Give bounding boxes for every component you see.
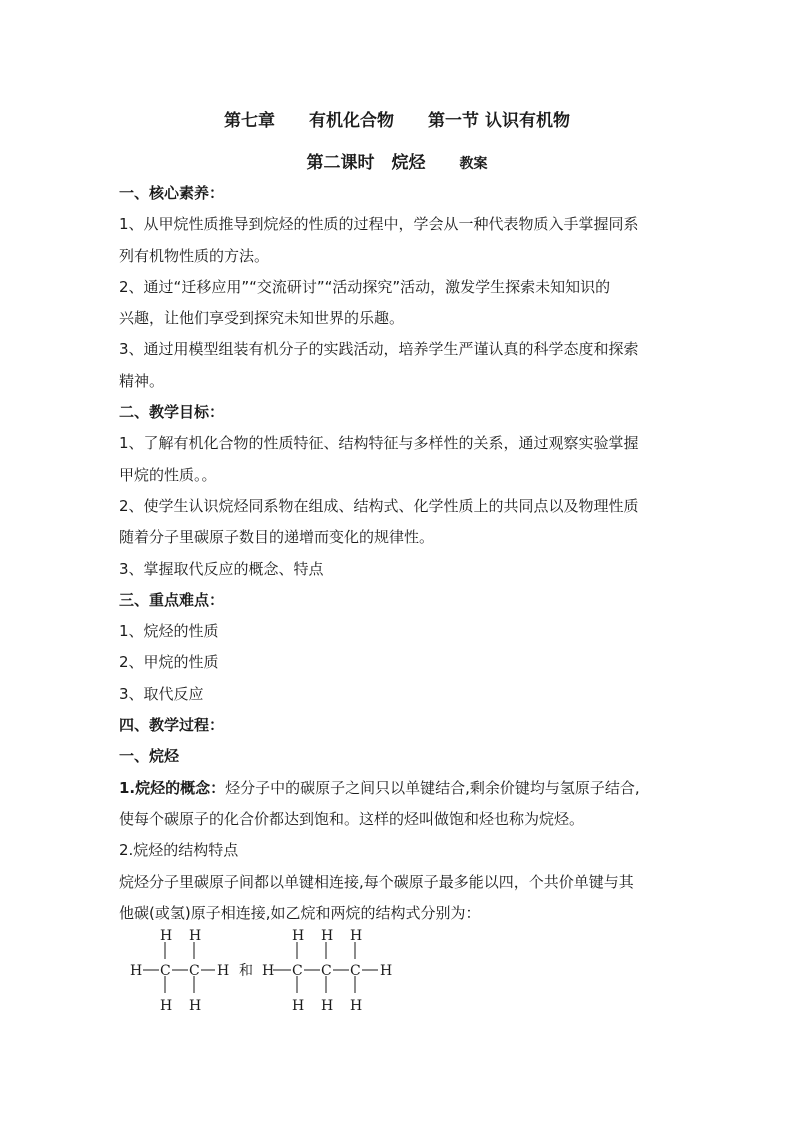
atom-h: H <box>350 928 363 944</box>
atom-c: C <box>292 963 303 979</box>
section-heading-process: 四、教学过程： <box>119 716 225 735</box>
concept-label: 1.烷烃的概念： <box>119 778 226 797</box>
list-item: 3、取代反应 <box>119 684 204 703</box>
lesson-title-suffix: 教案 <box>459 156 488 172</box>
atom-h: H <box>189 998 202 1014</box>
paragraph-line: 使每个碳原子的化合价都达到饱和。这样的烃叫做饱和烃也称为烷烃。 <box>119 809 585 828</box>
paragraph-line: 2、使学生认识烷烃同系物在组成、结构式、化学性质上的共同点以及物理性质 <box>119 496 639 515</box>
conjunction-and: 和 <box>239 963 253 979</box>
atom-h: H <box>380 963 393 979</box>
atom-h: H <box>130 963 143 979</box>
paragraph-line: 3、通过用模型组装有机分子的实践活动，培养学生严谨认真的科学态度和探索 <box>119 340 639 359</box>
paragraph-line: 甲烷的性质。。 <box>119 465 217 484</box>
atom-h: H <box>292 928 305 944</box>
atom-h: H <box>292 998 305 1014</box>
lesson-title-main: 第二课时 烷烃 <box>306 153 460 173</box>
atom-h: H <box>262 963 275 979</box>
paragraph-line: 随着分子里碳原子数目的递增而变化的规律性。 <box>119 528 435 547</box>
atom-h: H <box>160 928 173 944</box>
atom-c: C <box>189 963 200 979</box>
atom-h: H <box>321 928 334 944</box>
section-heading-keypoints: 三、重点难点： <box>119 590 225 609</box>
paragraph-concept <box>119 773 679 804</box>
atom-h: H <box>350 998 363 1014</box>
atom-c: C <box>321 963 332 979</box>
section-heading-core: 一、核心素养： <box>119 184 225 202</box>
paragraph-line: 他碳(或氢)原子相连接,如乙烷和两烷的结构式分别为： <box>119 903 481 922</box>
paragraph-line: 1、从甲烷性质推导到烷烃的性质的过程中，学会从一种代表物质入手掌握同系 <box>119 215 639 234</box>
concept-text: 烃分子中的碳原子之间只以单键结合,剩余价键均与氢原子结合, <box>225 778 640 797</box>
paragraph-line: 烷烃分子里碳原子间都以单键相连接,每个碳原子最多能以四，个共价单键与其 <box>119 872 634 891</box>
atom-h: H <box>321 998 334 1014</box>
section-heading-goals: 二、教学目标： <box>119 403 225 422</box>
chapter-title: 第七章 有机化合物 第一节 认识有机物 <box>224 111 570 131</box>
atom-h: H <box>217 963 230 979</box>
paragraph-line: 精神。 <box>119 371 165 390</box>
structure-heading: 2.烷烃的结构特点 <box>119 841 239 860</box>
lesson-title <box>0 148 794 173</box>
paragraph-line: 列有机物性质的方法。 <box>119 246 270 265</box>
atom-c: C <box>350 963 361 979</box>
atom-h: H <box>189 928 202 944</box>
list-item: 2、甲烷的性质 <box>119 653 219 672</box>
paragraph-line: 兴趣，让他们享受到探究未知世界的乐趣。 <box>119 309 405 328</box>
atom-h: H <box>160 998 173 1014</box>
paragraph-line: 2、通过“迁移应用”“交流研讨”“活动探究”活动，激发学生探索未知知识的 <box>119 277 611 296</box>
atom-c: C <box>160 963 171 979</box>
structural-formulas <box>119 920 419 1020</box>
document-body <box>119 178 679 929</box>
list-item: 1、烷烃的性质 <box>119 622 219 641</box>
sub-heading-alkane: 一、烷烃 <box>119 747 180 766</box>
formula-svg <box>119 920 419 1020</box>
paragraph-line: 1、了解有机化合物的性质特征、结构特征与多样性的关系，通过观察实验掌握 <box>119 434 639 453</box>
paragraph-line: 3、掌握取代反应的概念、特点 <box>119 559 324 578</box>
